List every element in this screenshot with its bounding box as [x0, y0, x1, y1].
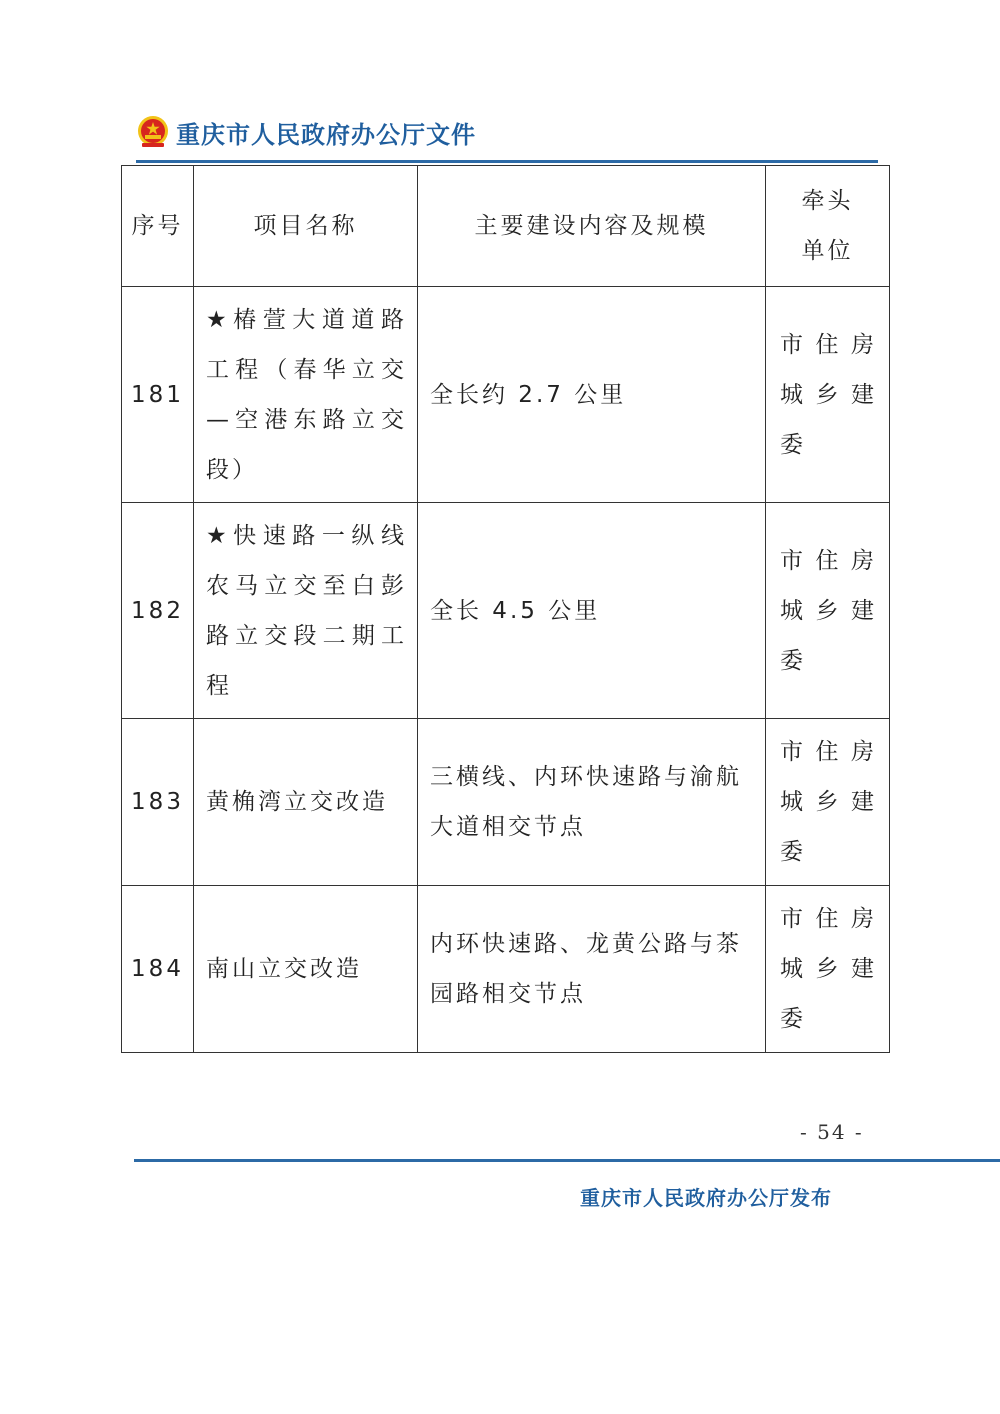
project-name: 黄桷湾立交改造: [194, 719, 418, 886]
document-header-title: 重庆市人民政府办公厅文件: [176, 119, 476, 149]
header-divider: [136, 160, 878, 163]
table-row: [122, 503, 890, 719]
table-row: [122, 719, 890, 886]
header-dept: 牵头单位: [766, 166, 890, 287]
row-number: 181: [122, 287, 194, 503]
project-content: 全长 4.5 公里: [418, 503, 766, 719]
header-no: 序号: [122, 166, 194, 287]
document-header: [136, 112, 476, 152]
header-name: 项目名称: [194, 166, 418, 287]
footer-publisher: 重庆市人民政府办公厅发布: [580, 1186, 832, 1210]
row-number: 183: [122, 719, 194, 886]
row-number: 184: [122, 886, 194, 1053]
national-emblem-icon: [136, 115, 170, 149]
header-content: 主要建设内容及规模: [418, 166, 766, 287]
page-number: - 54 -: [800, 1120, 864, 1144]
lead-unit: 市住房城乡建委: [766, 287, 890, 503]
lead-unit: 市住房城乡建委: [766, 719, 890, 886]
lead-unit: 市住房城乡建委: [766, 503, 890, 719]
lead-unit: 市住房城乡建委: [766, 886, 890, 1053]
project-name: ★快速路一纵线农马立交至白彭路立交段二期工程: [194, 503, 418, 719]
project-content: 全长约 2.7 公里: [418, 287, 766, 503]
project-table: [121, 165, 890, 1053]
table-row: [122, 886, 890, 1053]
project-content: 三横线、内环快速路与渝航大道相交节点: [418, 719, 766, 886]
table-header-row: [122, 166, 890, 287]
row-number: 182: [122, 503, 194, 719]
project-name: 南山立交改造: [194, 886, 418, 1053]
footer-divider: [134, 1159, 1000, 1162]
table-row: [122, 287, 890, 503]
project-content: 内环快速路、龙黄公路与茶园路相交节点: [418, 886, 766, 1053]
project-name: ★椿萱大道道路工程（春华立交—空港东路立交段）: [194, 287, 418, 503]
